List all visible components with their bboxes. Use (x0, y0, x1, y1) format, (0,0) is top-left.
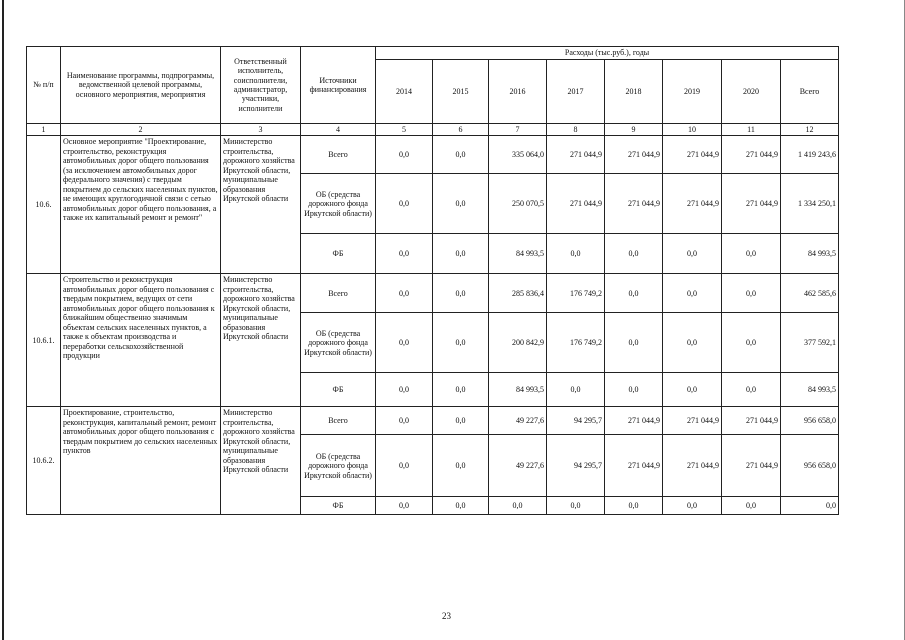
value-cell: 377 592,1 (781, 313, 839, 373)
header-year: 2017 (547, 60, 605, 124)
value-cell: 956 658,0 (781, 407, 839, 435)
header-expenses: Расходы (тыс.руб.), годы (376, 47, 839, 60)
table-row (27, 136, 839, 174)
value-cell: 0,0 (376, 174, 433, 234)
header-year: 2020 (722, 60, 781, 124)
column-index: 1 (27, 124, 61, 136)
value-cell: 0,0 (433, 435, 489, 497)
column-index: 11 (722, 124, 781, 136)
value-cell: 200 842,9 (489, 313, 547, 373)
column-index: 12 (781, 124, 839, 136)
value-cell: 271 044,9 (547, 136, 605, 174)
header-source: Источники финансирования (301, 47, 376, 124)
value-cell: 0,0 (722, 313, 781, 373)
value-cell: 285 836,4 (489, 274, 547, 313)
value-cell: 0,0 (547, 234, 605, 274)
left-page-border (2, 0, 4, 640)
responsible-executor: Министерство строительства, дорожного хозяйства Иркутской области, муниципальные образования Иркутской области (221, 407, 301, 515)
row-number: 10.6.2. (27, 407, 61, 515)
measure-name: Проектирование, строительство, реконструкция, капитальный ремонт, ремонт автомобильных дорог общего пользования с твердым покрытием до сельских населенных пунктов (61, 407, 221, 515)
row-number: 10.6. (27, 136, 61, 274)
value-cell: 271 044,9 (605, 136, 663, 174)
value-cell: 271 044,9 (605, 174, 663, 234)
value-cell: 49 227,6 (489, 407, 547, 435)
value-cell: 1 334 250,1 (781, 174, 839, 234)
header-num: № п/п (27, 47, 61, 124)
value-cell: 0,0 (663, 373, 722, 407)
column-index: 3 (221, 124, 301, 136)
header-year: 2018 (605, 60, 663, 124)
value-cell: 335 064,0 (489, 136, 547, 174)
measure-name: Основное мероприятие "Проектирование, строительство, реконструкция автомобильных дорог общего пользования (за исключением автомобильных дорог федерального значения) с твердым покрытием до сельских населенных пунктов, не имеющих круглогодичной связи с сетью автомобильных дорог общего пользования, а также их капитальный ремонт и ремонт" (61, 136, 221, 274)
value-cell: 0,0 (433, 274, 489, 313)
value-cell: 956 658,0 (781, 435, 839, 497)
column-index: 4 (301, 124, 376, 136)
value-cell: 0,0 (376, 313, 433, 373)
value-cell: 462 585,6 (781, 274, 839, 313)
funding-source: ОБ (средства дорожного фонда Иркутской области) (301, 313, 376, 373)
value-cell: 0,0 (547, 373, 605, 407)
value-cell: 0,0 (781, 497, 839, 515)
value-cell: 84 993,5 (781, 234, 839, 274)
value-cell: 271 044,9 (722, 435, 781, 497)
value-cell: 0,0 (663, 234, 722, 274)
value-cell: 0,0 (376, 136, 433, 174)
value-cell: 271 044,9 (722, 174, 781, 234)
value-cell: 0,0 (722, 234, 781, 274)
header-year: 2016 (489, 60, 547, 124)
value-cell: 49 227,6 (489, 435, 547, 497)
value-cell: 1 419 243,6 (781, 136, 839, 174)
value-cell: 0,0 (433, 407, 489, 435)
header-name: Наименование программы, подпрограммы, ведомственной целевой программы, основного мероприятия, мероприятия (61, 47, 221, 124)
value-cell: 0,0 (376, 373, 433, 407)
responsible-executor: Министерство строительства, дорожного хозяйства Иркутской области, муниципальные образования Иркутской области (221, 136, 301, 274)
value-cell: 0,0 (605, 274, 663, 313)
value-cell: 0,0 (433, 313, 489, 373)
row-number: 10.6.1. (27, 274, 61, 407)
responsible-executor: Министерство строительства, дорожного хозяйства Иркутской области, муниципальные образования Иркутской области (221, 274, 301, 407)
header-year: 2015 (433, 60, 489, 124)
value-cell: 0,0 (605, 497, 663, 515)
value-cell: 271 044,9 (663, 174, 722, 234)
funding-source: ОБ (средства дорожного фонда Иркутской области) (301, 174, 376, 234)
value-cell: 0,0 (605, 373, 663, 407)
value-cell: 0,0 (722, 497, 781, 515)
value-cell: 94 295,7 (547, 407, 605, 435)
column-index: 7 (489, 124, 547, 136)
value-cell: 271 044,9 (663, 136, 722, 174)
table-row (27, 407, 839, 435)
value-cell: 176 749,2 (547, 313, 605, 373)
value-cell: 84 993,5 (489, 373, 547, 407)
value-cell: 0,0 (376, 497, 433, 515)
column-index: 2 (61, 124, 221, 136)
value-cell: 0,0 (433, 174, 489, 234)
value-cell: 0,0 (433, 234, 489, 274)
funding-source: ОБ (средства дорожного фонда Иркутской области) (301, 435, 376, 497)
value-cell: 0,0 (433, 373, 489, 407)
value-cell: 94 295,7 (547, 435, 605, 497)
value-cell: 84 993,5 (489, 234, 547, 274)
value-cell: 0,0 (663, 313, 722, 373)
value-cell: 0,0 (722, 373, 781, 407)
column-index: 10 (663, 124, 722, 136)
value-cell: 0,0 (376, 234, 433, 274)
funding-source: ФБ (301, 497, 376, 515)
funding-source: ФБ (301, 234, 376, 274)
column-index: 5 (376, 124, 433, 136)
value-cell: 250 070,5 (489, 174, 547, 234)
funding-source: Всего (301, 407, 376, 435)
value-cell: 0,0 (376, 274, 433, 313)
value-cell: 0,0 (663, 274, 722, 313)
measure-name: Строительство и реконструкция автомобильных дорог общего пользования с твердым покрытием, ведущих от сети автомобильных дорог общего пользования к ближайшим общественно значимым объектам сельских населенных пунктов, а также к объектам производства и переработки сельскохозяйственной продукции (61, 274, 221, 407)
header-responsible: Ответственный исполнитель, соисполнители, администратор, участники, исполнители (221, 47, 301, 124)
value-cell: 271 044,9 (605, 435, 663, 497)
value-cell: 271 044,9 (605, 407, 663, 435)
value-cell: 0,0 (605, 234, 663, 274)
value-cell: 0,0 (722, 274, 781, 313)
header-year: 2014 (376, 60, 433, 124)
value-cell: 0,0 (605, 313, 663, 373)
column-index: 8 (547, 124, 605, 136)
value-cell: 0,0 (433, 497, 489, 515)
header-year: 2019 (663, 60, 722, 124)
column-index: 9 (605, 124, 663, 136)
value-cell: 271 044,9 (547, 174, 605, 234)
value-cell: 271 044,9 (722, 136, 781, 174)
funding-source: Всего (301, 274, 376, 313)
value-cell: 84 993,5 (781, 373, 839, 407)
value-cell: 0,0 (433, 136, 489, 174)
value-cell: 0,0 (376, 435, 433, 497)
value-cell: 271 044,9 (663, 435, 722, 497)
value-cell: 176 749,2 (547, 274, 605, 313)
funding-source: Всего (301, 136, 376, 174)
value-cell: 0,0 (547, 497, 605, 515)
header-total: Всего (781, 60, 839, 124)
page-number: 23 (442, 611, 451, 621)
budget-table (26, 46, 839, 515)
table-row (27, 274, 839, 313)
column-index: 6 (433, 124, 489, 136)
funding-source: ФБ (301, 373, 376, 407)
value-cell: 271 044,9 (722, 407, 781, 435)
value-cell: 271 044,9 (663, 407, 722, 435)
value-cell: 0,0 (376, 407, 433, 435)
value-cell: 0,0 (663, 497, 722, 515)
value-cell: 0,0 (489, 497, 547, 515)
